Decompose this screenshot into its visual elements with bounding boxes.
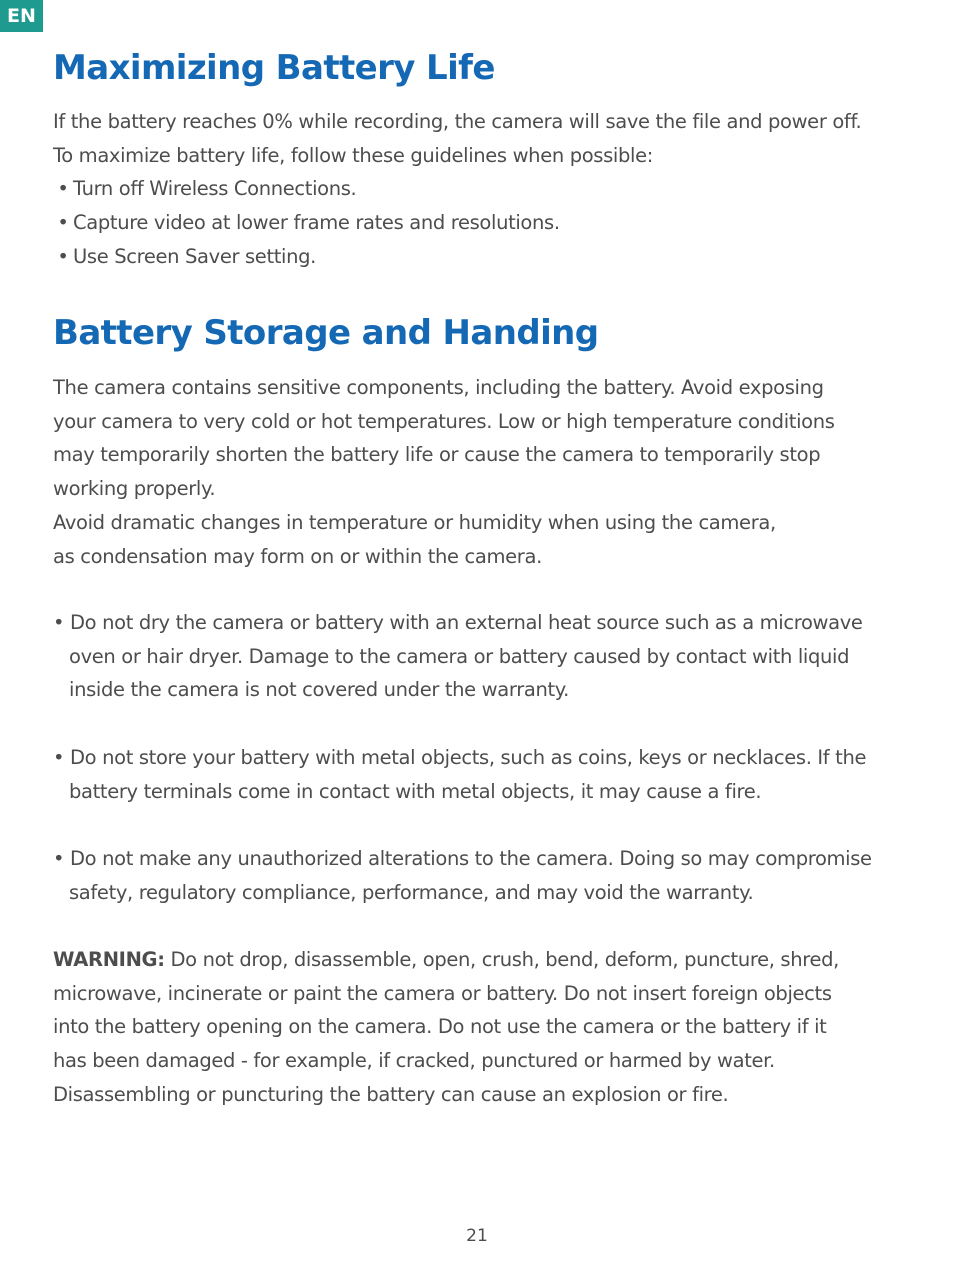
section1-bullet-item: [53, 240, 913, 274]
warning-line: [53, 943, 913, 977]
section1-bullet-item: [53, 206, 913, 240]
warning-line: Disassembling or puncturing the battery can cause an explosion or fire.: [53, 1082, 729, 1106]
bullet-text: Use Screen Saver setting.: [73, 244, 316, 268]
bullet-dot: •: [57, 244, 69, 268]
warning-line: into the battery opening on the camera. Do not use the camera or the battery if it: [53, 1015, 827, 1039]
warning-block: [53, 943, 913, 1112]
bullet-line: [53, 842, 913, 876]
paragraph-line: as condensation may form on or within the camera.: [53, 544, 542, 568]
bullet-continuation: oven or hair dryer. Damage to the camera or battery caused by contact with liquid: [69, 644, 850, 668]
section-title-maximizing-battery-life: Maximizing Battery Life: [53, 48, 495, 88]
bullet-dot: •: [53, 847, 65, 870]
bullet-continuation: battery terminals come in contact with metal objects, it may cause a fire.: [69, 779, 762, 803]
page-number: 21: [466, 1226, 488, 1246]
bullet-line: [53, 741, 913, 775]
paragraph-line: Avoid dramatic changes in temperature or humidity when using the camera,: [53, 510, 776, 534]
paragraph-line: may temporarily shorten the battery life or cause the camera to temporarily stop: [53, 443, 821, 467]
bullet-text: Do not make any unauthorized alterations to the camera. Doing so may compromise: [70, 847, 872, 870]
language-badge: EN: [0, 0, 43, 32]
section1-bullet-item: [53, 172, 913, 206]
warning-line: has been damaged - for example, if cracked, punctured or harmed by water.: [53, 1049, 775, 1073]
warning-line: microwave, incinerate or paint the camera or battery. Do not insert foreign objects: [53, 981, 832, 1005]
bullet-dot: •: [57, 211, 69, 235]
section1-intro-line: To maximize battery life, follow these guidelines when possible:: [53, 143, 653, 167]
bullet-text: Do not dry the camera or battery with an external heat source such as a microwave: [70, 611, 863, 634]
section2-bullet-1: [53, 606, 913, 707]
warning-text: Do not drop, disassemble, open, crush, bend, deform, puncture, shred,: [170, 948, 840, 971]
bullet-continuation: inside the camera is not covered under the warranty.: [69, 678, 570, 702]
bullet-dot: •: [57, 177, 69, 201]
section2-paragraph-1: [53, 371, 913, 573]
section-title-battery-storage: Battery Storage and Handing: [53, 313, 599, 353]
bullet-text: Turn off Wireless Connections.: [73, 177, 357, 201]
paragraph-line: your camera to very cold or hot temperatures. Low or high temperature conditions: [53, 409, 835, 433]
section1-body: [53, 105, 913, 274]
bullet-continuation: safety, regulatory compliance, performance, and may void the warranty.: [69, 880, 754, 904]
section1-intro-line: If the battery reaches 0% while recording, the camera will save the file and power off.: [53, 110, 862, 133]
section2-bullet-3: [53, 842, 913, 909]
paragraph-line: The camera contains sensitive components, including the battery. Avoid exposing: [53, 376, 824, 399]
bullet-text: Capture video at lower frame rates and resolutions.: [73, 211, 560, 235]
bullet-dot: •: [53, 746, 65, 769]
paragraph-line: working properly.: [53, 477, 216, 501]
warning-label: WARNING:: [53, 948, 165, 971]
bullet-dot: •: [53, 611, 65, 634]
section2-bullet-2: [53, 741, 913, 808]
bullet-text: Do not store your battery with metal objects, such as coins, keys or necklaces. If the: [70, 746, 867, 769]
bullet-line: [53, 606, 913, 640]
